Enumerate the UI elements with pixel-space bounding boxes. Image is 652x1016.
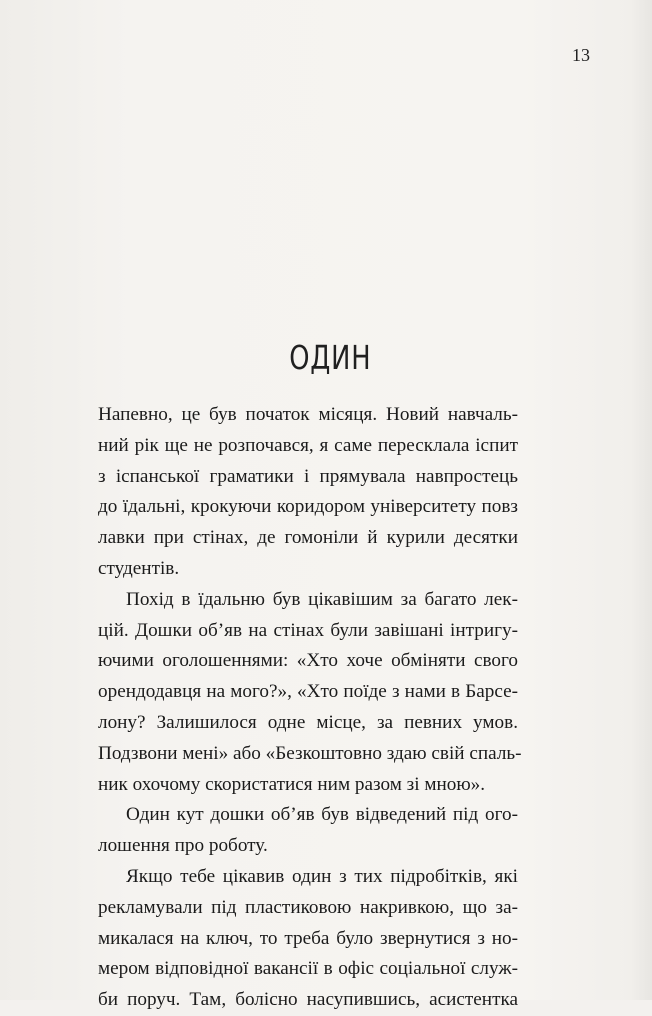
text-line: Подзвони мені» або «Безкоштовно здаю свій спаль- bbox=[98, 742, 522, 764]
page-edge-shadow bbox=[630, 0, 652, 1000]
text-line: би поруч. Там, болісно насупившись, асистентка bbox=[98, 989, 518, 1011]
text-line: Похід в їдальню був цікавішим за багато лек- bbox=[126, 588, 518, 610]
text-line: цій. Дошки об’яв на стінах були завішані інтригу- bbox=[98, 619, 518, 641]
text-line: лошення про роботу. bbox=[98, 835, 268, 857]
text-line: мером відповідної вакансії в офіс соціальної служ- bbox=[98, 958, 518, 980]
text-line: Один кут дошки об’яв був відведений під ого- bbox=[126, 804, 518, 826]
page-number: 13 bbox=[572, 45, 590, 65]
text-line: ник охочому скористатися ним разом зі мною». bbox=[98, 773, 486, 795]
text-line: лону? Залишилося одне місце, за певних умов. bbox=[98, 711, 518, 733]
text-line: студентів. bbox=[98, 557, 180, 579]
text-line: рекламували під пластиковою накривкою, що за- bbox=[98, 896, 518, 918]
text-line: ний рік ще не розпочався, я саме пересклала іспит bbox=[98, 434, 518, 456]
body-text bbox=[98, 400, 522, 1016]
text-line: Напевно, це був початок місяця. Новий навчаль- bbox=[98, 404, 518, 425]
text-line: орендодавця на мого?», «Хто поїде з нами в Барсе- bbox=[98, 681, 518, 703]
text-line: микалася на ключ, то треба було звернутися з но- bbox=[98, 927, 518, 949]
chapter-title: ОДИН bbox=[289, 338, 372, 377]
text-line: до їдальні, крокуючи коридором університету повз bbox=[98, 496, 518, 518]
text-line: Якщо тебе цікавив один з тих підробітків, які bbox=[126, 865, 518, 887]
text-line: ючими оголошеннями: «Хто хоче обміняти свого bbox=[98, 650, 518, 672]
text-line: лавки при стінах, де гомоніли й курили десятки bbox=[98, 527, 518, 549]
text-line: з іспанської граматики і прямувала навпростець bbox=[98, 465, 518, 487]
